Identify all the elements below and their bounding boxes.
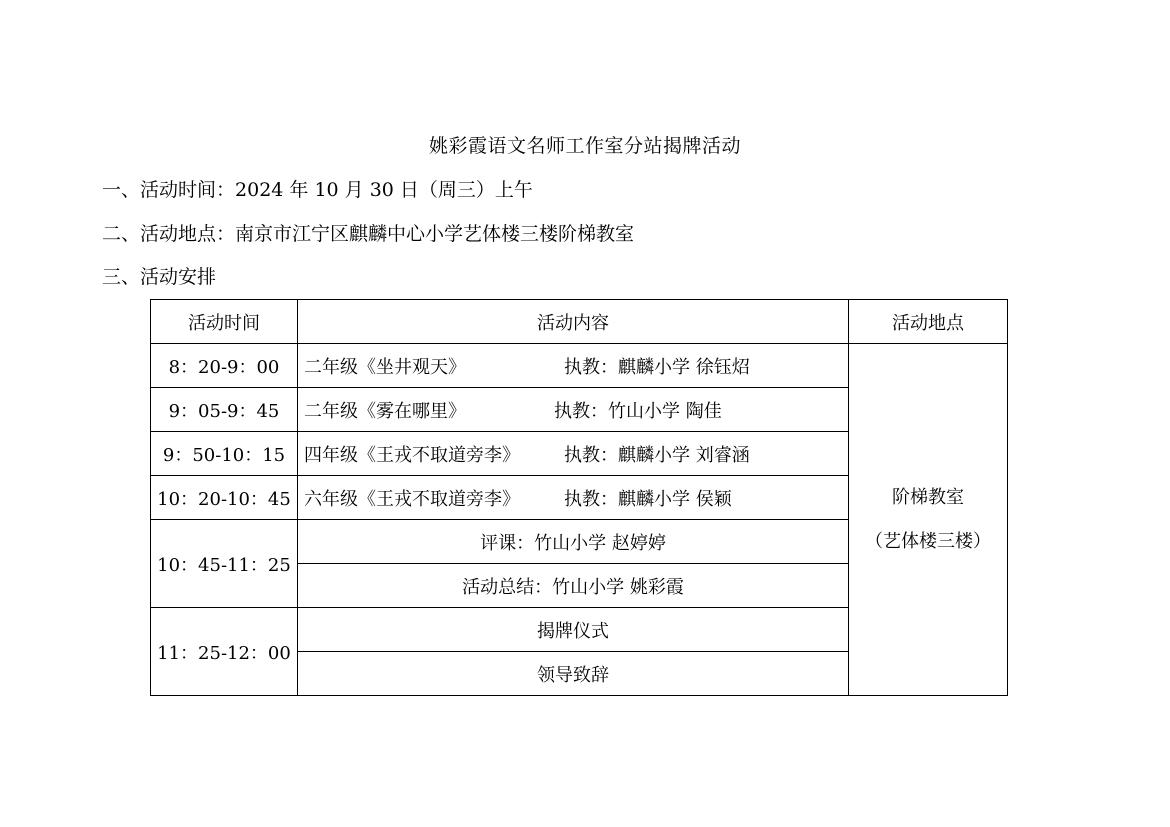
activity-schedule-heading: 三、活动安排 — [102, 266, 217, 288]
row-lesson: 六年级《王戎不取道旁李》 — [304, 488, 520, 510]
location-line1: 阶梯教室 — [892, 486, 964, 508]
header-time: 活动时间 — [151, 300, 298, 344]
location-cell — [849, 344, 1008, 696]
row-time: 8：20-9：00 — [151, 344, 298, 388]
group-time: 11：25-12：00 — [151, 608, 298, 696]
activity-time-value: 2024 年 10 月 30 日（周三）上午 — [235, 179, 533, 201]
group-item: 活动总结：竹山小学 姚彩霞 — [298, 564, 849, 608]
header-content: 活动内容 — [298, 300, 849, 344]
group-item: 领导致辞 — [298, 652, 849, 696]
table-header-row — [151, 300, 1008, 344]
page-title: 姚彩霞语文名师工作室分站揭牌活动 — [428, 135, 741, 157]
row-time: 10：20-10：45 — [151, 476, 298, 520]
activity-time-line — [102, 177, 533, 203]
table-row — [151, 344, 1008, 388]
row-lesson: 二年级《坐井观天》 — [304, 356, 466, 378]
activity-place-label: 二、活动地点： — [102, 223, 236, 245]
activity-place-value: 南京市江宁区麒麟中心小学艺体楼三楼阶梯教室 — [235, 223, 635, 245]
schedule-table — [150, 299, 1008, 696]
group-item: 评课：竹山小学 赵婷婷 — [298, 520, 849, 564]
row-lesson: 二年级《雾在哪里》 — [304, 400, 466, 422]
row-teacher: 执教：竹山小学 陶佳 — [554, 400, 722, 422]
row-content — [298, 432, 849, 476]
activity-time-label: 一、活动时间： — [102, 179, 236, 201]
row-content — [298, 344, 849, 388]
header-location: 活动地点 — [849, 300, 1008, 344]
row-content — [298, 476, 849, 520]
location-line2: （艺体楼三楼） — [865, 530, 991, 552]
row-teacher: 执教：麒麟小学 刘睿涵 — [564, 444, 750, 466]
group-item: 揭牌仪式 — [298, 608, 849, 652]
row-teacher: 执教：麒麟小学 徐钰炤 — [564, 356, 750, 378]
row-content — [298, 388, 849, 432]
row-teacher: 执教：麒麟小学 侯颖 — [564, 488, 732, 510]
group-time: 10：45-11：25 — [151, 520, 298, 608]
row-lesson: 四年级《王戎不取道旁李》 — [304, 444, 520, 466]
activity-place-line — [102, 221, 634, 247]
row-time: 9：05-9：45 — [151, 388, 298, 432]
row-time: 9：50-10：15 — [151, 432, 298, 476]
